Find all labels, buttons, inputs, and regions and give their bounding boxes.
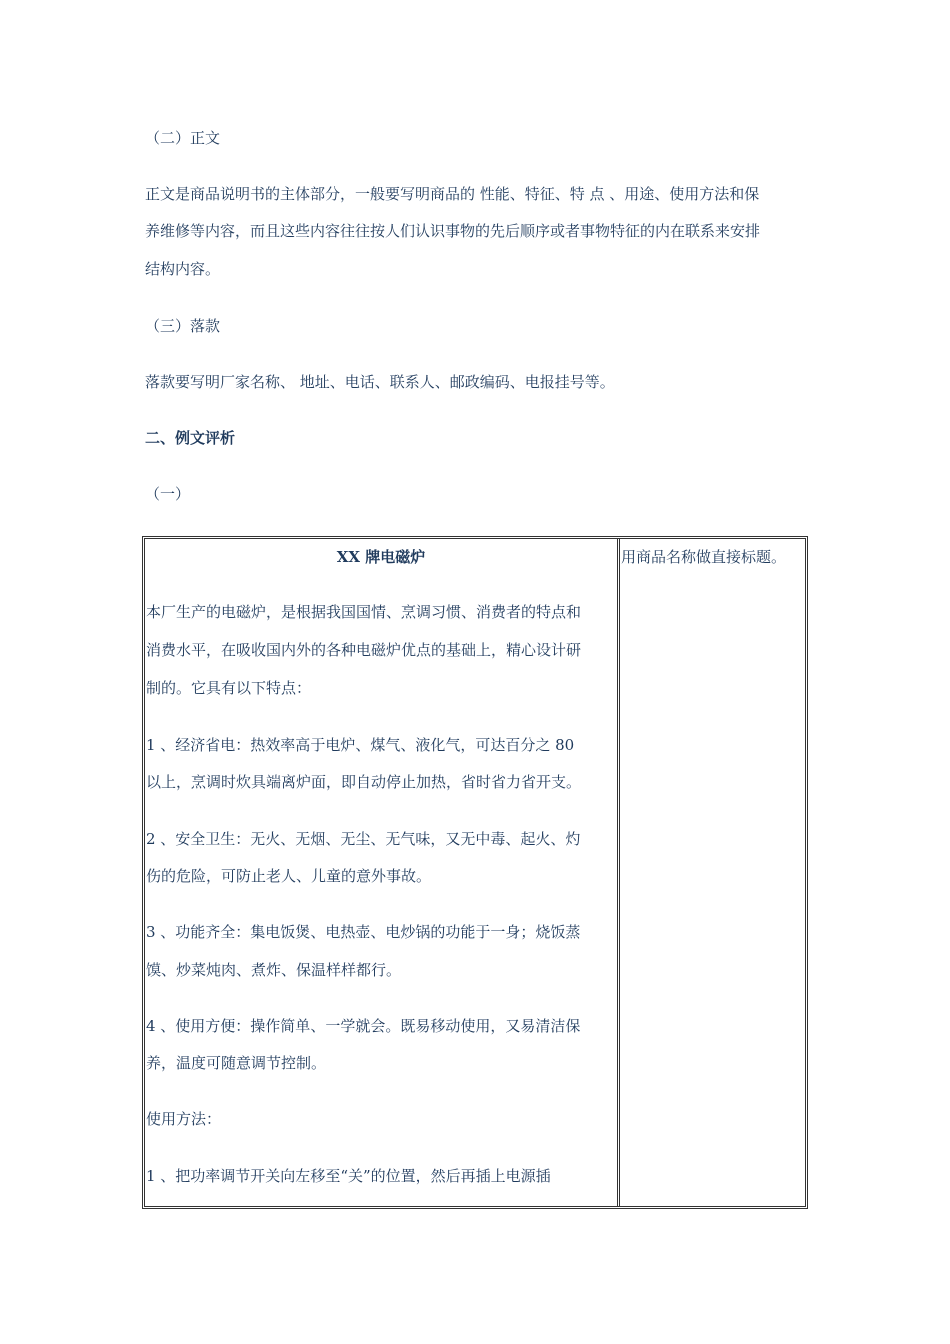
product-title: XX 牌电磁炉 [336,548,426,566]
signature-paragraph: 落款要写明厂家名称、 地址、电话、联系人、邮政编码、电报挂号等。 [145,373,615,391]
part-heading-example-analysis: 二、例文评析 [145,429,236,447]
section-heading-body: （二）正文 [145,129,221,147]
intro-line-1: 本厂生产的电磁炉，是根据我国国情、烹调习惯、消费者的特点和 [146,603,582,621]
feature-2-line-1: 2 、安全卫生：无火、无烟、无尘、无气味，又无中毒、起火、灼 [146,830,581,848]
feature-1-line-1: 1 、经济省电：热效率高于电炉、煤气、液化气，可达百分之 80 [146,736,575,754]
intro-line-3: 制的。它具有以下特点： [146,679,312,697]
feature-2-line-2: 伤的危险，可防止老人、儿童的意外事故。 [146,867,432,885]
feature-1-line-2: 以上，烹调时炊具端离炉面，即自动停止加热，省时省力省开支。 [146,773,582,791]
feature-3-line-2: 馍、炒菜炖肉、煮炸、保温样样都行。 [146,961,402,979]
intro-line-2: 消费水平，在吸收国内外的各种电磁炉优点的基础上，精心设计研 [146,641,582,659]
feature-4-line-2: 养，温度可随意调节控制。 [146,1054,327,1072]
feature-3-line-1: 3 、功能齐全：集电饭煲、电热壶、电炒锅的功能于一身；烧饭蒸 [146,923,581,941]
usage-heading: 使用方法： [146,1110,222,1128]
body-paragraph-line-2: 养维修等内容，而且这些内容往往按人们认识事物的先后顺序或者事物特征的内在联系来安排 [145,222,761,240]
section-heading-signature: （三）落款 [145,317,221,335]
example-table [142,536,808,1209]
usage-step-1: 1 、把功率调节开关向左移至“关”的位置，然后再插上电源插 [146,1167,551,1185]
feature-4-line-1: 4 、使用方便：操作简单、一学就会。既易移动使用，又易清洁保 [146,1017,581,1035]
body-paragraph-line-3: 结构内容。 [145,260,221,278]
annotation-note: 用商品名称做直接标题。 [621,548,787,566]
sub-heading-one: （一） [145,485,191,503]
body-paragraph-line-1: 正文是商品说明书的主体部分，一般要写明商品的 性能、特征、特 点 、用途、使用方法和保 [145,185,760,203]
table-column-divider [617,539,620,1206]
